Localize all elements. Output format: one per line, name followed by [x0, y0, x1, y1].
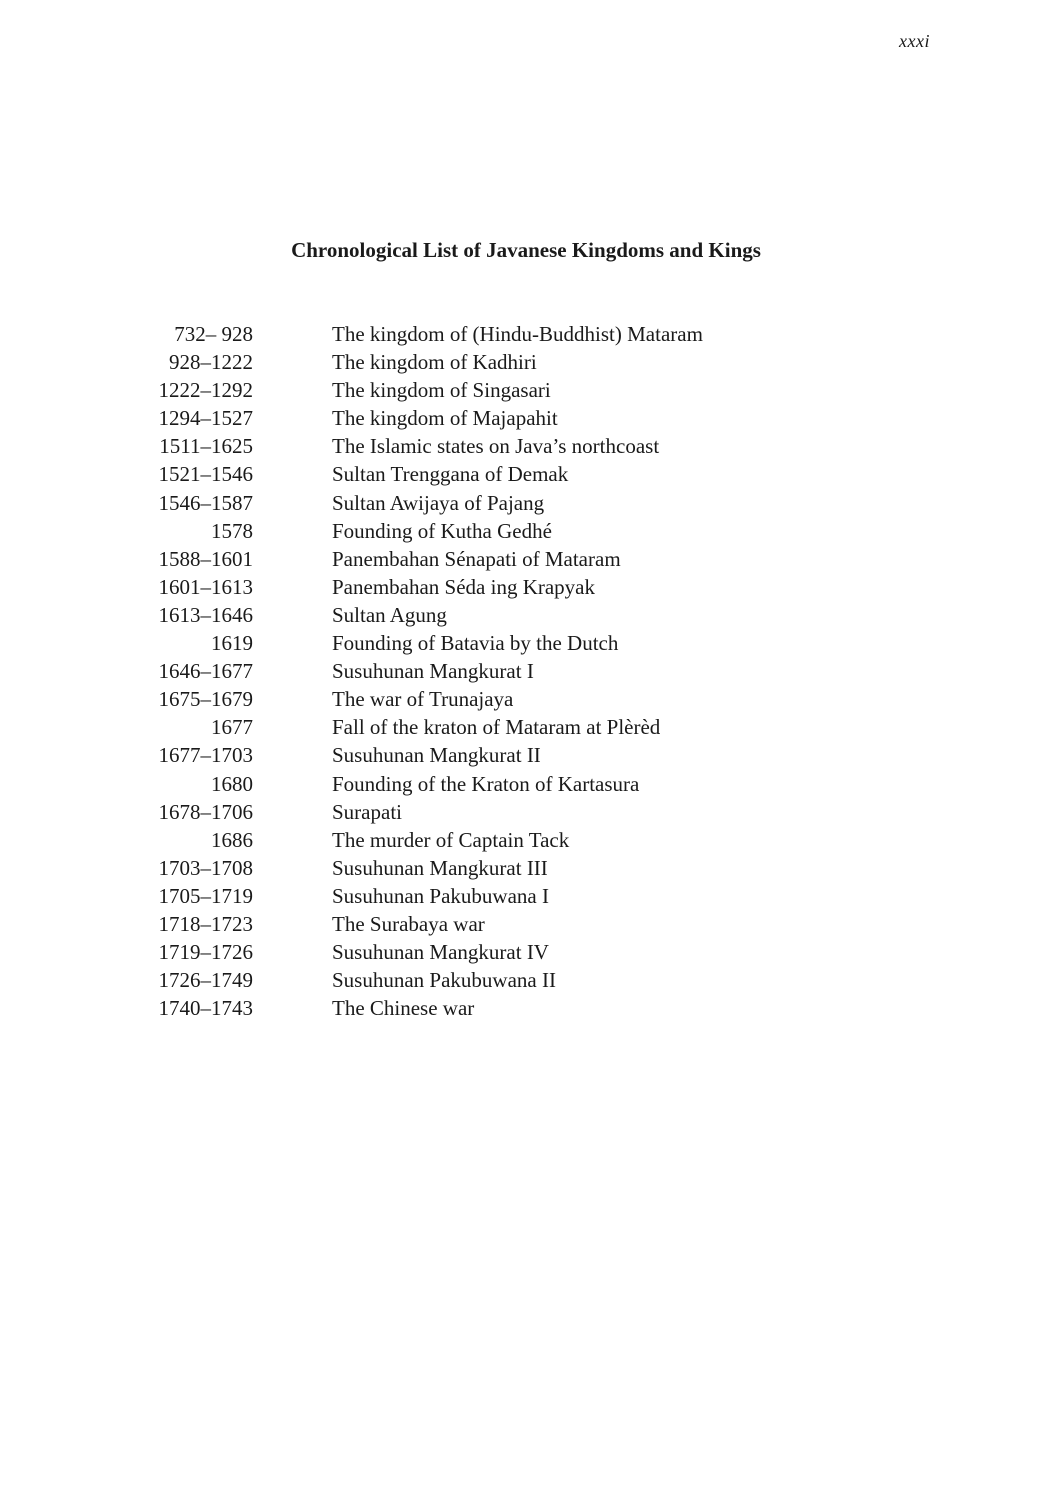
row-event: Sultan Awijaya of Pajang	[332, 490, 545, 515]
chronology-row	[0, 432, 1052, 460]
row-event: The kingdom of Singasari	[332, 378, 551, 403]
row-date: 1588–1601	[158, 546, 253, 571]
row-event: The war of Trunajaya	[332, 687, 514, 712]
row-date: 1740–1743	[158, 996, 253, 1021]
row-event: The Islamic states on Java’s northcoast	[332, 434, 660, 459]
chronology-row	[0, 966, 1052, 994]
chronology-row	[0, 376, 1052, 404]
row-date: 1511–1625	[159, 434, 253, 459]
chronology-row	[0, 489, 1052, 517]
chronology-row	[0, 685, 1052, 713]
row-event: The murder of Captain Tack	[332, 827, 570, 852]
row-date: 1705–1719	[158, 883, 253, 908]
row-event: The Chinese war	[332, 996, 475, 1021]
row-event: Founding of Kutha Gedhé	[332, 518, 552, 543]
row-event: Sultan Agung	[332, 602, 447, 627]
row-date: 1613–1646	[158, 602, 253, 627]
row-date: 1703–1708	[158, 855, 253, 880]
row-date: 1726–1749	[158, 968, 253, 993]
chronology-row	[0, 854, 1052, 882]
chronology-list	[0, 320, 1052, 1022]
chronology-row	[0, 910, 1052, 938]
chronology-row	[0, 938, 1052, 966]
row-date: 1675–1679	[158, 687, 253, 712]
chronology-row	[0, 517, 1052, 545]
chronology-row	[0, 713, 1052, 741]
chronology-row	[0, 994, 1052, 1022]
chronology-row	[0, 460, 1052, 488]
row-date: 1546–1587	[158, 490, 253, 515]
page-number: xxxi	[899, 31, 930, 51]
row-date: 1677–1703	[158, 743, 253, 768]
row-date: 1719–1726	[158, 940, 253, 965]
row-event: Susuhunan Mangkurat III	[332, 855, 548, 880]
row-date: 732– 928	[174, 322, 253, 346]
row-event: The kingdom of (Hindu-Buddhist) Mataram	[332, 322, 703, 346]
row-event: Surapati	[332, 799, 402, 824]
row-event: Susuhunan Mangkurat I	[332, 659, 534, 684]
row-date: 1222–1292	[158, 378, 253, 403]
row-date: 1646–1677	[158, 659, 253, 684]
row-date: 928–1222	[169, 350, 253, 375]
chronology-row	[0, 545, 1052, 573]
chronology-row	[0, 657, 1052, 685]
chronology-row	[0, 826, 1052, 854]
row-event: Susuhunan Pakubuwana II	[332, 968, 556, 993]
row-event: Fall of the kraton of Mataram at Plèrèd	[332, 715, 661, 740]
chronology-row	[0, 348, 1052, 376]
row-date: 1578	[211, 518, 253, 543]
row-date: 1718–1723	[158, 911, 253, 936]
row-event: Founding of the Kraton of Kartasura	[332, 771, 640, 796]
chronology-row	[0, 601, 1052, 629]
chronology-row	[0, 320, 1052, 348]
row-date: 1677	[211, 715, 253, 740]
chronology-row	[0, 573, 1052, 601]
row-date: 1678–1706	[158, 799, 253, 824]
row-event: The Surabaya war	[332, 911, 485, 936]
row-date: 1680	[211, 771, 253, 796]
row-event: Founding of Batavia by the Dutch	[332, 631, 619, 656]
row-date: 1294–1527	[158, 406, 253, 431]
row-date: 1601–1613	[158, 574, 253, 599]
row-event: Susuhunan Mangkurat II	[332, 743, 541, 768]
chronology-row	[0, 629, 1052, 657]
chronology-row	[0, 882, 1052, 910]
chronology-row	[0, 404, 1052, 432]
row-date: 1521–1546	[158, 462, 253, 487]
chronology-row	[0, 770, 1052, 798]
row-event: Sultan Trenggana of Demak	[332, 462, 569, 487]
row-event: The kingdom of Majapahit	[332, 406, 558, 431]
chronology-row	[0, 798, 1052, 826]
row-date: 1619	[211, 631, 253, 656]
row-event: The kingdom of Kadhiri	[332, 350, 537, 375]
row-event: Susuhunan Pakubuwana I	[332, 883, 549, 908]
page-title: Chronological List of Javanese Kingdoms and Kings	[291, 238, 761, 262]
row-date: 1686	[211, 827, 253, 852]
chronology-row	[0, 741, 1052, 769]
row-event: Panembahan Séda ing Krapyak	[332, 574, 596, 599]
row-event: Panembahan Sénapati of Mataram	[332, 546, 621, 571]
row-event: Susuhunan Mangkurat IV	[332, 940, 549, 965]
